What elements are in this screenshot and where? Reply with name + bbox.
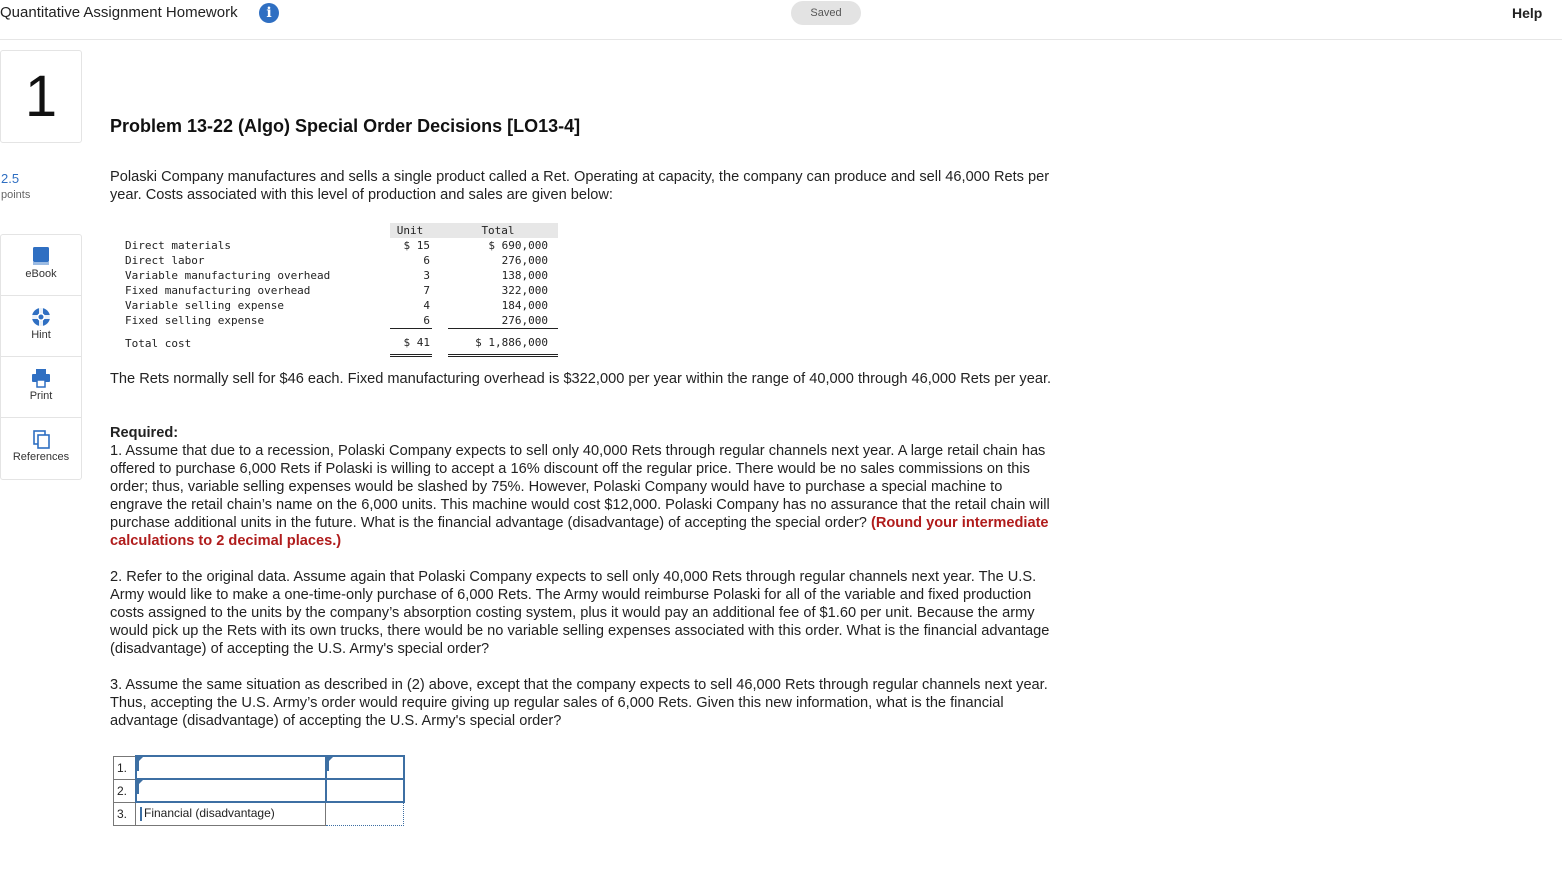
question-number: 1: [0, 50, 82, 143]
requirement-3: 3. Assume the same situation as described in (2) above, except that the company expects to sell 46,000 Rets through regular channels next year. Thus, accepting the U.S. Army’s order would require giving up regular sales of 6,000 Rets. Given this new information, what is the financial advantage (disadvantage) of accepting the U.S. Army's special order?: [110, 677, 1048, 729]
answer-grid: [113, 755, 405, 826]
required-heading: Required:: [110, 425, 179, 441]
table-row: Fixed manufacturing overhead 7 322,000: [125, 284, 548, 297]
points-label: points: [1, 189, 31, 201]
ebook-label: eBook: [25, 268, 57, 280]
table-row: Direct labor 6 276,000: [125, 254, 548, 267]
hint-button[interactable]: [1, 296, 81, 357]
print-label: Print: [29, 390, 53, 402]
problem-title: Problem 13-22 (Algo) Special Order Decisions [LO13-4]: [110, 116, 581, 136]
saved-status-badge: Saved: [791, 1, 861, 25]
answer-1-label-input[interactable]: [136, 756, 326, 779]
pricing-paragraph: The Rets normally sell for $46 each. Fixed manufacturing overhead is $322,000 per year within the range of 40,000 through 46,000 Rets per year.: [110, 371, 1052, 387]
ebook-button[interactable]: [1, 235, 81, 296]
answer-3-value-input[interactable]: [326, 802, 404, 825]
requirement-2: 2. Refer to the original data. Assume again that Polaski Company expects to sell only 40,000 Rets through regular channels next year. The U.S. Army would like to make a one-time-only purchase of 6,000 Rets. The Army would reimburse Polaski for all of the variable and fixed production costs assigned to the units by the company’s absorption costing system, plus it would pay an additional fee of $1.60 per unit. Because the army would pick up the Rets with its own trucks, there would be no variable selling expenses associated with this order. What is the financial advantage (disadvantage) of accepting the U.S. Army's special order?: [110, 569, 1050, 657]
info-icon[interactable]: i: [259, 3, 279, 23]
answer-row: 1.: [114, 756, 404, 779]
copy-icon: [1, 429, 81, 449]
table-row: Variable manufacturing overhead 3 138,000: [125, 269, 548, 282]
answer-1-value-input[interactable]: [326, 756, 404, 779]
assignment-title: Quantitative Assignment Homework: [0, 4, 238, 21]
requirement-1: 1. Assume that due to a recession, Polaski Company expects to sell only 40,000 Rets through regular channels next year. A large retail chain has offered to purchase 6,000 Rets if Polaski is willing to accept a 16% discount off the regular price. There would be no sales commissions on this order; thus, variable selling expenses would be slashed by 75%. However, Polaski Company would have to purchase a special machine to engrave the retail chain’s name on the 6,000 units. This machine would cost $12,000. Polaski Company has no assurance that the retail chain will purchase additional units in the future. What is the financial advantage (disadvantage) of accepting the special order? (Round your intermediate calculations to 2 decimal places.): [110, 443, 1050, 549]
cost-table: [122, 223, 558, 357]
table-row: Direct materials $ 15 $ 690,000: [125, 239, 548, 252]
book-icon: [1, 246, 81, 266]
lifebuoy-icon: [1, 307, 81, 327]
answer-3-label: Financial (disadvantage): [136, 802, 326, 825]
printer-icon: [1, 368, 81, 388]
hint-label: Hint: [31, 329, 51, 341]
answer-2-value-input[interactable]: [326, 779, 404, 802]
points-value: 2.5: [1, 171, 20, 186]
answer-2-label-input[interactable]: [136, 779, 326, 802]
references-button[interactable]: [1, 418, 81, 479]
cost-table-header: [122, 223, 558, 238]
print-button[interactable]: [1, 357, 81, 418]
help-link[interactable]: Help: [1512, 5, 1543, 21]
references-label: References: [12, 451, 70, 463]
table-total-row: Total cost $ 41 $ 1,886,000: [122, 329, 558, 356]
answer-row: 2.: [114, 779, 404, 802]
col-unit-header: Unit: [390, 223, 432, 238]
col-total-header: Total: [448, 223, 558, 238]
table-row: Fixed selling expense 6 276,000: [122, 313, 558, 329]
rounding-note: (Round your intermediate calculations to 2 decimal places.): [110, 515, 1049, 549]
problem-intro: Polaski Company manufactures and sells a single product called a Ret. Operating at capacity, the company can produce and sell 46,000 Rets per year. Costs associated with this level of production and sales are given below:: [110, 169, 1050, 203]
answer-row: 3. Financial (disadvantage): [114, 802, 404, 825]
tool-panel: [0, 234, 82, 480]
top-bar: [0, 0, 1562, 40]
table-row: Variable selling expense 4 184,000: [125, 299, 548, 312]
